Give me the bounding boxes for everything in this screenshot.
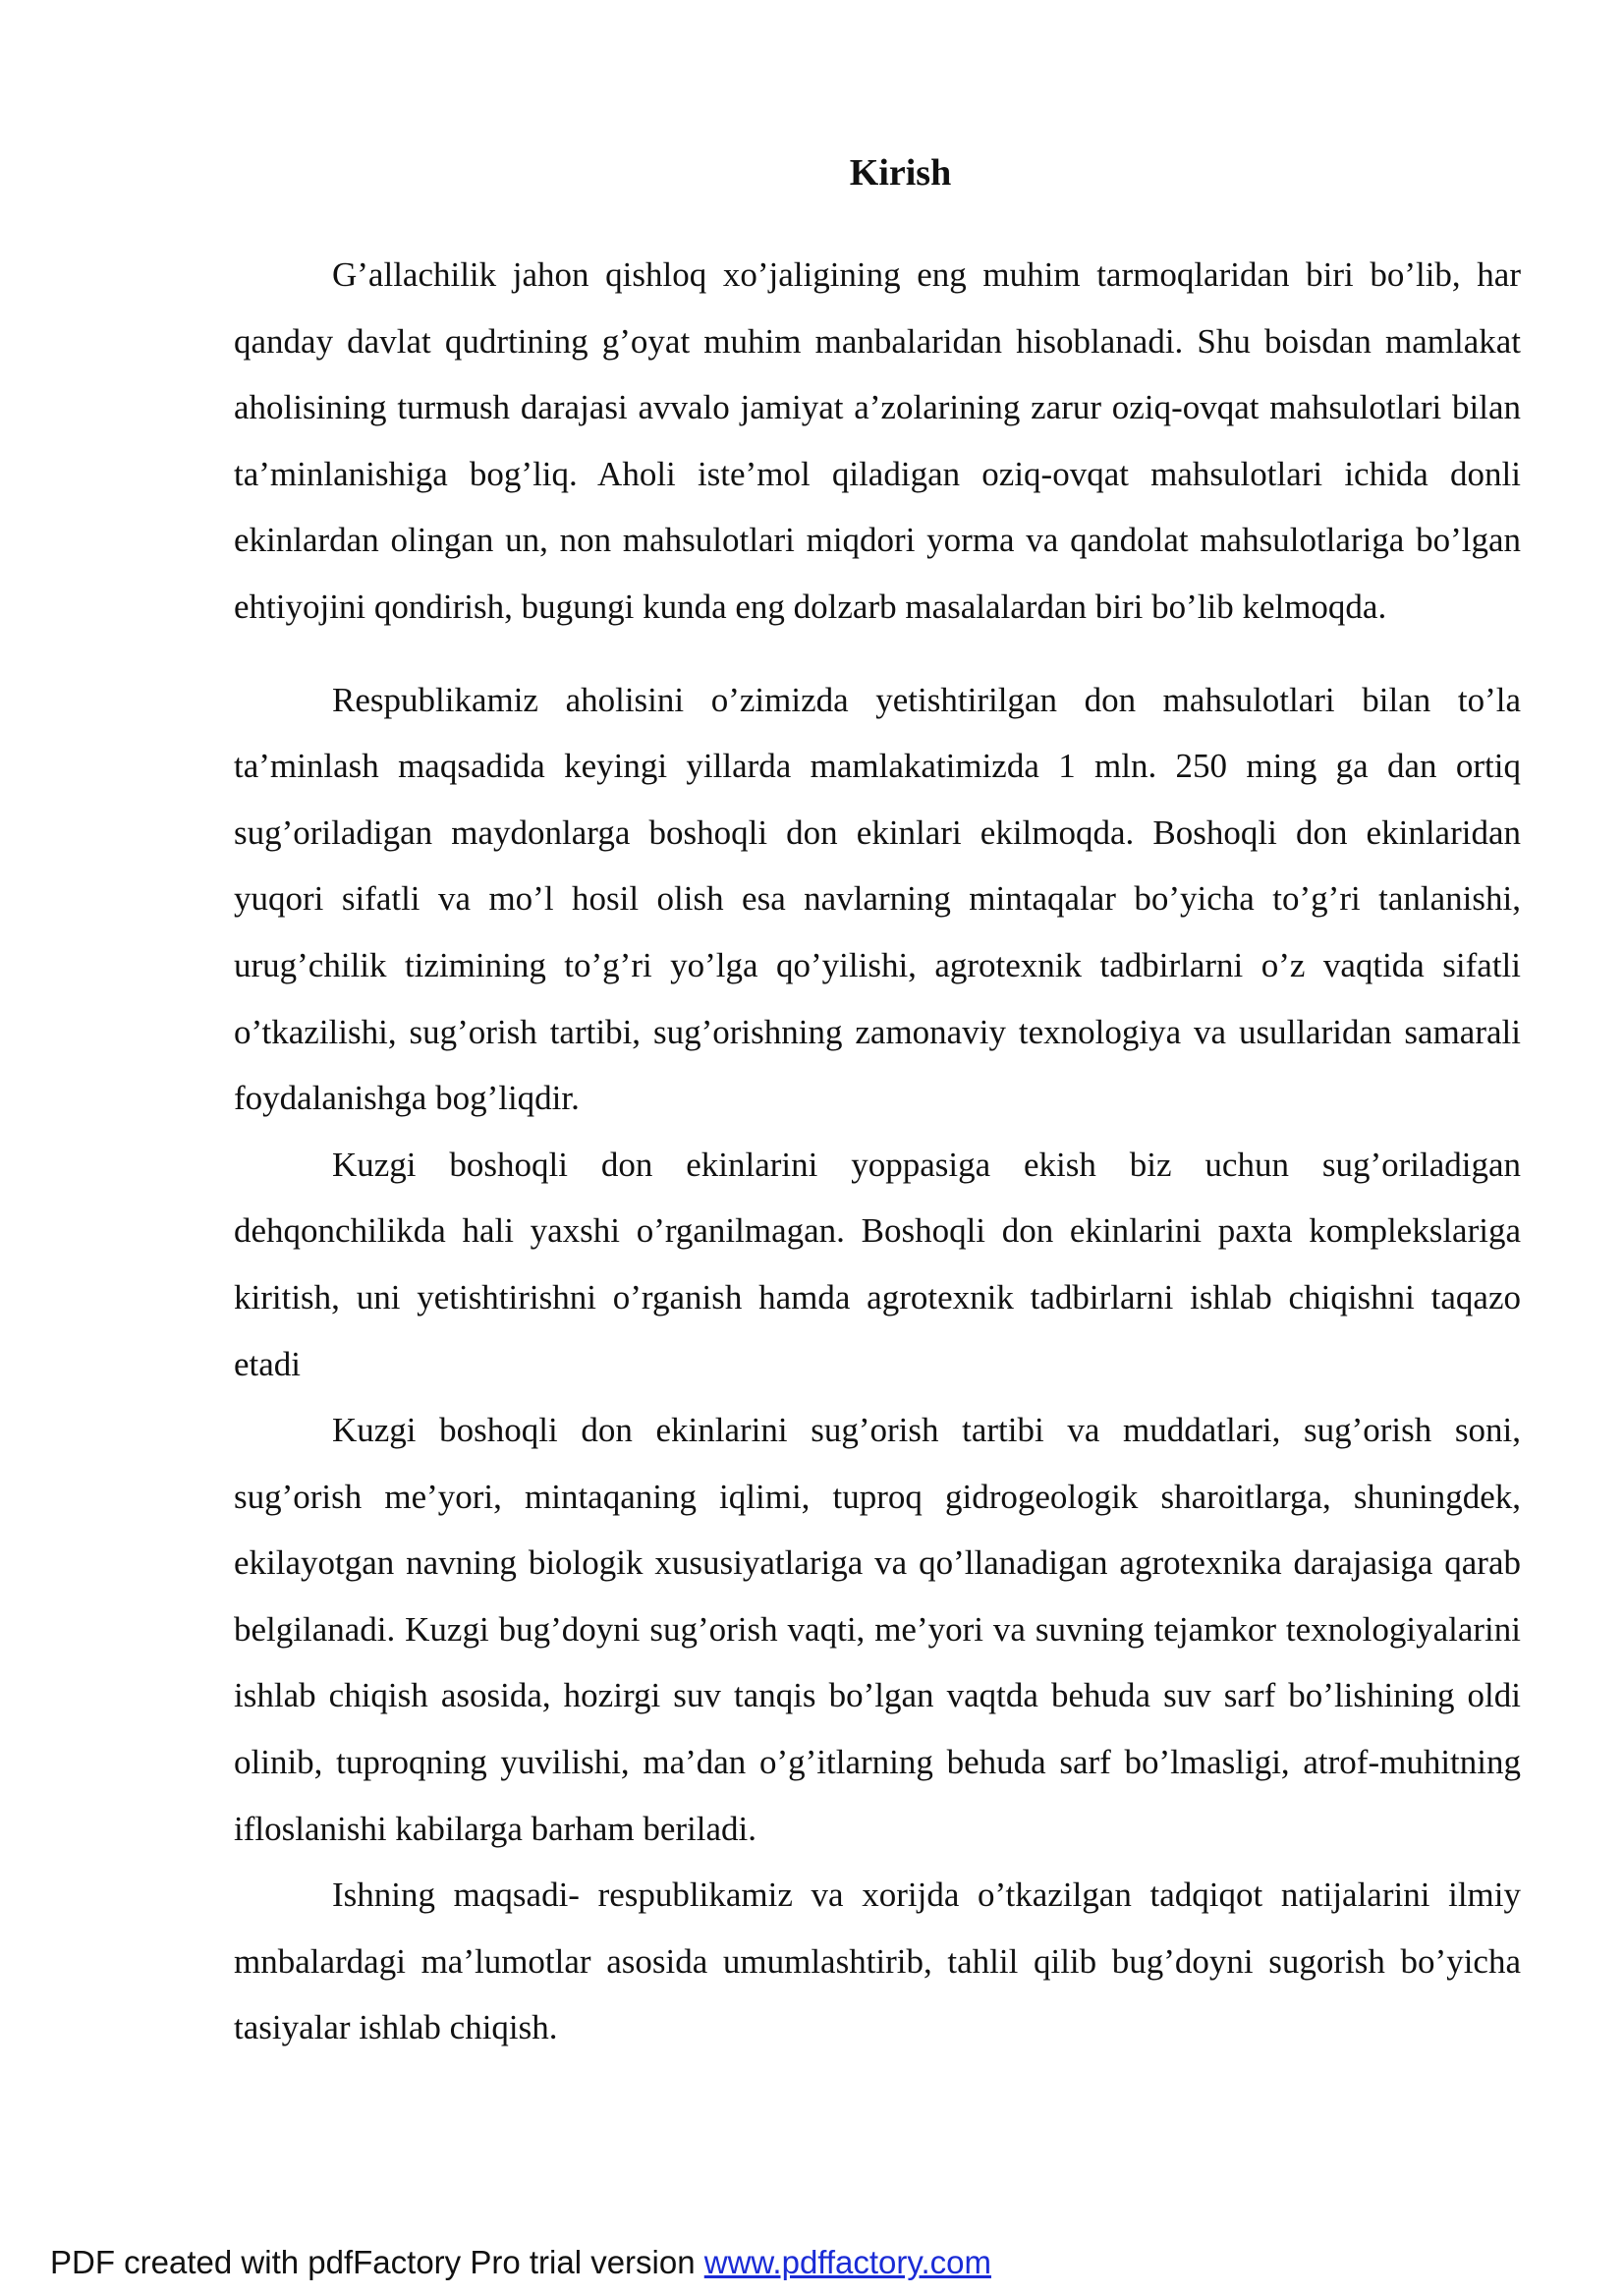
footer-link[interactable]: www.pdffactory.com — [703, 2244, 991, 2280]
footer-text: PDF created with pdfFactory Pro trial version — [50, 2244, 704, 2280]
paragraph-republic: Respublikamiz aholisini o’zimizda yetishtirilgan don mahsulotlari bilan to’la ta’minlash maqsadida keyingi yillarda mamlakatimizda 1 mln. 250 ming ga dan ortiq sug’oriladigan maydonlarga boshoqli don ekinlari ekilmoqda. Boshoqli don ekinlaridan yuqori sifatli va mo’l hosil olish esa navlarning mintaqalar bo’yicha to’g’ri tanlanishi, urug’chilik tizimining to’g’ri yo’lga qo’yilishi, agrotexnik tadbirlarni o’z vaqtida sifatli o’tkazilishi, sug’orish tartibi, sug’orishning zamonaviy texnologiya va usullaridan samarali foydalanishga bog’liqdir. — [234, 680, 1521, 1118]
document-title: Kirish — [849, 152, 952, 194]
document-body — [234, 242, 1521, 2061]
paragraph-winter-cereals: Kuzgi boshoqli don ekinlarini yoppasiga ekish biz uchun sug’oriladigan dehqonchilikda hali yaxshi o’rganilmagan. Boshoqli don ekinlarini paxta komplekslariga kiritish, uni yetishtirishni o’rganish hamda agrotexnik tadbirlarni ishlab chiqishni taqazo etadi — [234, 1145, 1521, 1383]
paragraph-irrigation-regime: Kuzgi boshoqli don ekinlarini sug’orish tartibi va muddatlari, sug’orish soni, sug’orish me’yori, mintaqaning iqlimi, tuproq gidrogeologik sharoitlarga, shuningdek, ekilayotgan navning biologik xususiyatlariga va qo’llanadigan agrotexnika darajasiga qarab belgilanadi. Kuzgi bug’doyni sug’orish vaqti, me’yori va suvning tejamkor texnologiyalarini ishlab chiqish asosida, hozirgi suv tanqis bo’lgan vaqtda behuda suv sarf bo’lishining oldi olinib, tuproqning yuvilishi, ma’dan o’g’itlarning behuda sarf bo’lmasligi, atrof-muhitning ifloslanishi kabilarga barham beriladi. — [234, 1411, 1521, 1848]
pdf-footer — [50, 2243, 991, 2282]
paragraph-work-goal: Ishning maqsadi- respublikamiz va xorijda o’tkazilgan tadqiqot natijalarini ilmiy mnbalardagi ma’lumotlar asosida umumlashtirib, tahlil qilib bug’doyni sugorish bo’yicha tasiyalar ishlab chiqish. — [234, 1876, 1521, 2047]
paragraph-introduction: G’allachilik jahon qishloq xo’jaligining eng muhim tarmoqlaridan biri bo’lib, har qanday davlat qudrtining g’oyat muhim manbalaridan hisoblanadi. Shu boisdan mamlakat aholisining turmush darajasi avvalo jamiyat a’zolarining zarur oziq-ovqat mahsulotlari bilan ta’minlanishiga bog’liq. Aholi iste’mol qiladigan oziq-ovqat mahsulotlari ichida donli ekinlardan olingan un, non mahsulotlari miqdori yorma va qandolat mahsulotlariga bo’lgan ehtiyojini qondirish, bugungi kunda eng dolzarb masalalardan biri bo’lib kelmoqda. — [234, 255, 1521, 626]
